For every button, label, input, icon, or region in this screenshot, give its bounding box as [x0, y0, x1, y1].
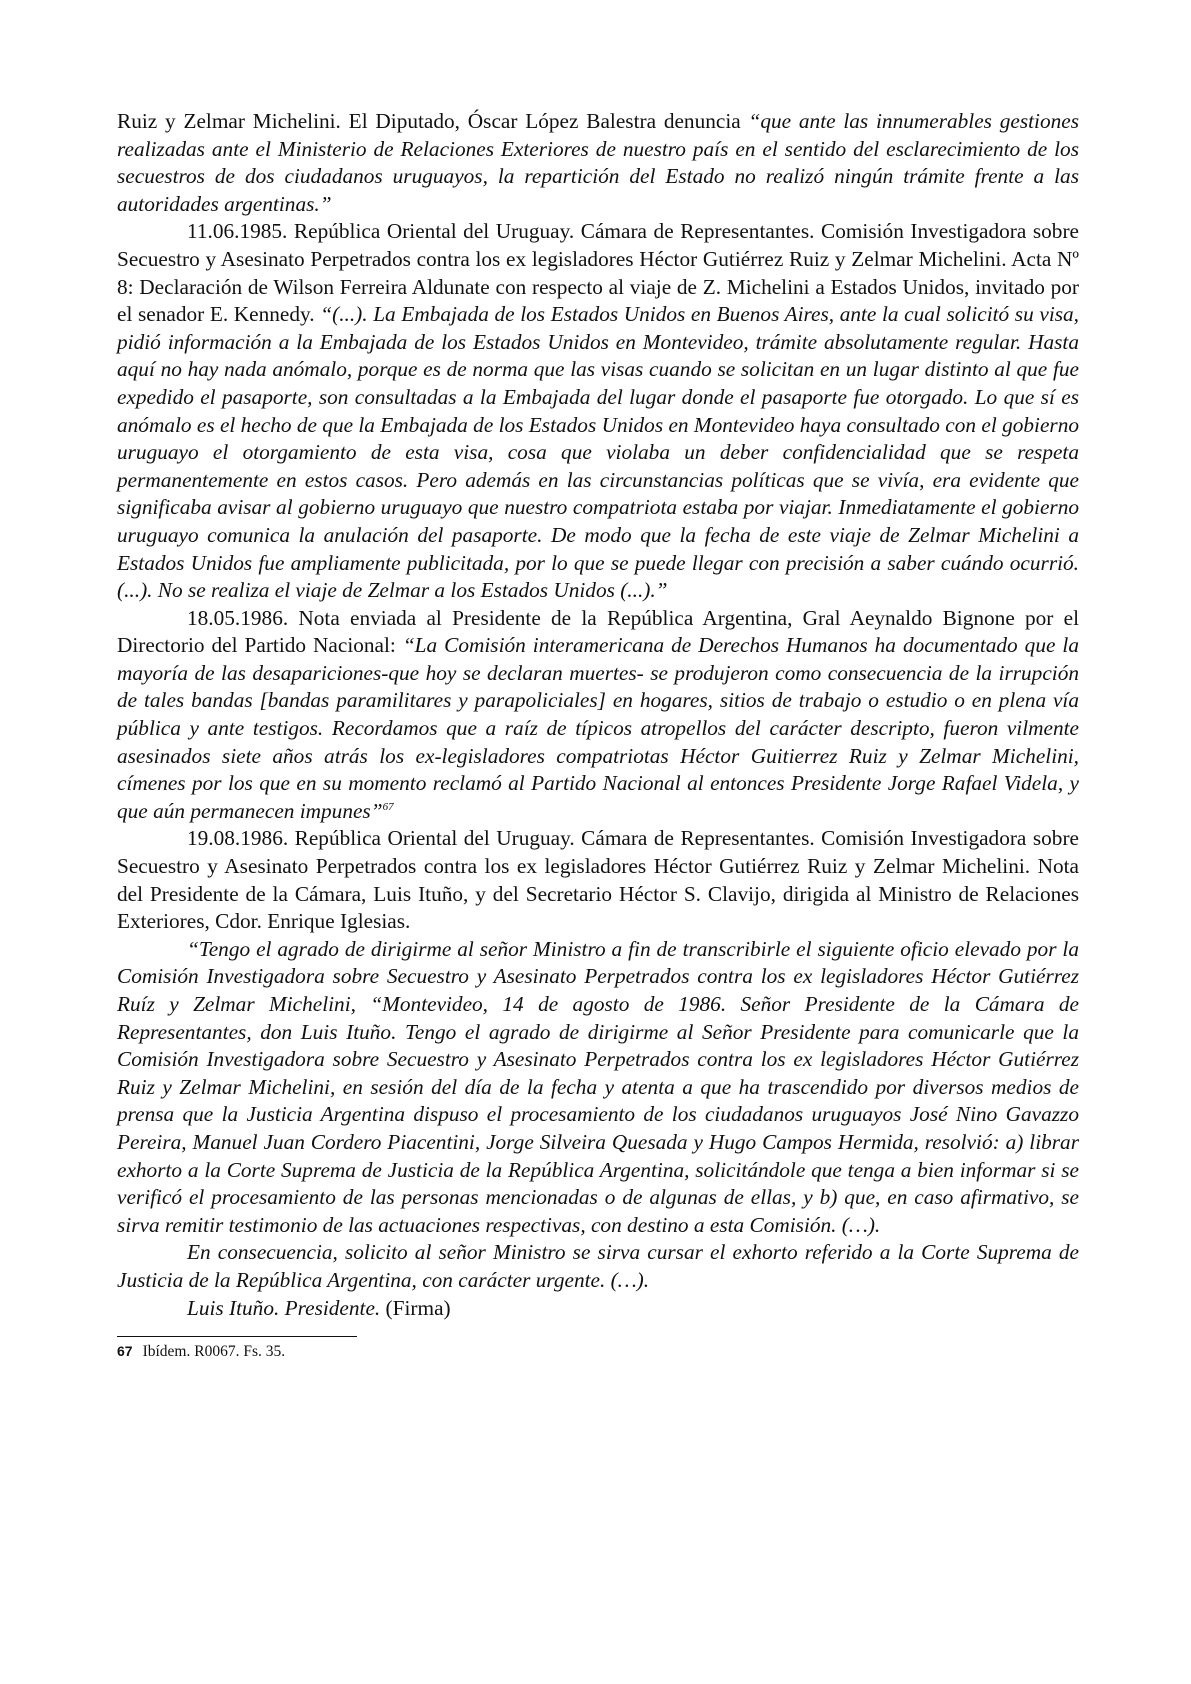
footnote-text: Ibídem. R0067. Fs. 35. [142, 1343, 286, 1361]
paragraph-4 [117, 825, 1079, 935]
quotation: “que ante las innumerables gestiones realizadas ante el Ministerio de Relaciones Exteriores de nuestro país en el sentido del esclarecimiento de los secuestros de dos ciudadanos uruguayos, la repartición del Estado no realizó ningún trámite frente a las autoridades argentinas.” [117, 109, 1080, 216]
document-page [117, 108, 1079, 1362]
paragraph-3 [117, 605, 1079, 826]
quotation: “Tengo el agrado de dirigirme al señor Ministro a fin de transcribirle el siguiente oficio elevado por la Comisión Investigadora sobre Secuestro y Asesinato Perpetrados contra los ex legisladores Héctor Gutiérrez Ruíz y Zelmar Michelini, “Montevideo, 14 de agosto de 1986. Señor Presidente de la Cámara de Representantes, don Luis Ituño. Tengo el agrado de dirigirme al Señor Presidente para comunicarle que la Comisión Investigadora sobre Secuestro y Asesinato Perpetrados contra los ex legisladores Héctor Gutiérrez Ruiz y Zelmar Michelini, en sesión del día de la fecha y atenta a que ha trascendido por diversos medios de prensa que la Justicia Argentina dispuso el procesamiento de los ciudadanos uruguayos José Nino Gavazzo Pereira, Manuel Juan Cordero Piacentini, Jorge Silveira Quesada y Hugo Campos Hermida, resolvió: a) librar exhorto a la Corte Suprema de Justicia de la República Argentina, solicitándole que tenga a bien informar si se verificó el procesamiento de las personas mencionadas o de algunas de ellas, y b) que, en caso afirmativo, se sirva remitir testimonio de las actuaciones respectivas, con destino a esta Comisión. (…). [117, 936, 1079, 1237]
paragraph-1 [117, 108, 1079, 218]
paragraph-text: 18.05.1986. Nota enviada al Presidente de la República Argentina, Gral Aeynaldo Bignone por el Directorio del Partido Nacional: [117, 605, 1079, 658]
footnote-number: 67 [117, 1343, 133, 1360]
paragraph-2 [117, 218, 1079, 604]
quotation: En consecuencia, solicito al señor Ministro se sirva cursar el exhorto referido a la Corte Suprema de Justicia de la República Argentina, con carácter urgente. (…). [117, 1240, 1079, 1292]
footnote-reference: 67 [382, 800, 394, 813]
signature-line [117, 1295, 1079, 1323]
paragraph-text: 11.06.1985. República Oriental del Uruguay. Cámara de Representantes. Comisión Investigadora sobre Secuestro y Asesinato Perpetrados contra los ex legisladores Héctor Gutiérrez Ruiz y Zelmar Michelini. Acta Nº 8: Declaración de Wilson Ferreira Aldunate con respecto al viaje de Z. Michelini a Estados Unidos, invitado por el senador E. Kennedy. [117, 219, 1079, 327]
quotation: “(...). La Embajada de los Estados Unidos en Buenos Aires, ante la cual solicitó su visa, pidió información a la Embajada de los Estados Unidos en Montevideo, trámite absolutamente regular. Hasta aquí no hay nada anómalo, porque es de norma que las visas cuando se solicitan en un lugar distinto al que fue expedido el pasaporte, son consultadas a la Embajada del lugar donde el pasaporte fue otorgado. Lo que sí es anómalo es el hecho de que la Embajada de los Estados Unidos en Montevideo haya consultado con el gobierno uruguayo el otorgamiento de esta visa, cosa que violaba un deber confidencialidad que se respeta permanentemente en estos casos. Pero además en las circunstancias políticas que se vivía, era evidente que significaba avisar al gobierno uruguayo que nuestro compatriota estaba por viajar. Inmediatamente el gobierno uruguayo comunica la anulación del pasaporte. De modo que la fecha de este viaje de Zelmar Michelini a Estados Unidos fue ampliamente publicitada, por lo que se puede llegar con precisión a saber cuándo ocurrió. (...). No se realiza el viaje de Zelmar a los Estados Unidos (...).” [117, 302, 1079, 603]
footnote-divider [117, 1336, 357, 1337]
paragraph-6 [117, 1239, 1079, 1294]
signatory: Luis Ituño. Presidente. [187, 1295, 381, 1320]
paragraph-text: 19.08.1986. República Oriental del Uruguay. Cámara de Representantes. Comisión Investigadora sobre Secuestro y Asesinato Perpetrados contra los ex legisladores Héctor Gutiérrez Ruiz y Zelmar Michelini. Nota del Presidente de la Cámara, Luis Ituño, y del Secretario Héctor S. Clavijo, dirigida al Ministro de Relaciones Exteriores, Cdor. Enrique Iglesias. [117, 826, 1079, 934]
signature-note: (Firma) [380, 1295, 451, 1320]
quotation: “La Comisión interamericana de Derechos Humanos ha documentado que la mayoría de las desapariciones-que hoy se declaran muertes- se produjeron como consecuencia de la irrupción de tales bandas [bandas paramilitares y parapoliciales] en hogares, sitios de trabajo o estudio o en plena vía pública y ante testigos. Recordamos que a raíz de típicos atropellos del carácter descripto, fueron vilmente asesinados siete años atrás los ex-legisladores compatriotas Héctor Guitierrez Ruiz y Zelmar Michelini, címenes por los que en su momento reclamó al Partido Nacional al entonces Presidente Jorge Rafael Videla, y que aún permanecen impunes” [117, 633, 1079, 823]
footnote [117, 1341, 1079, 1362]
paragraph-text: Ruiz y Zelmar Michelini. El Diputado, Óscar López Balestra denuncia [117, 109, 749, 133]
paragraph-5 [117, 936, 1079, 1240]
